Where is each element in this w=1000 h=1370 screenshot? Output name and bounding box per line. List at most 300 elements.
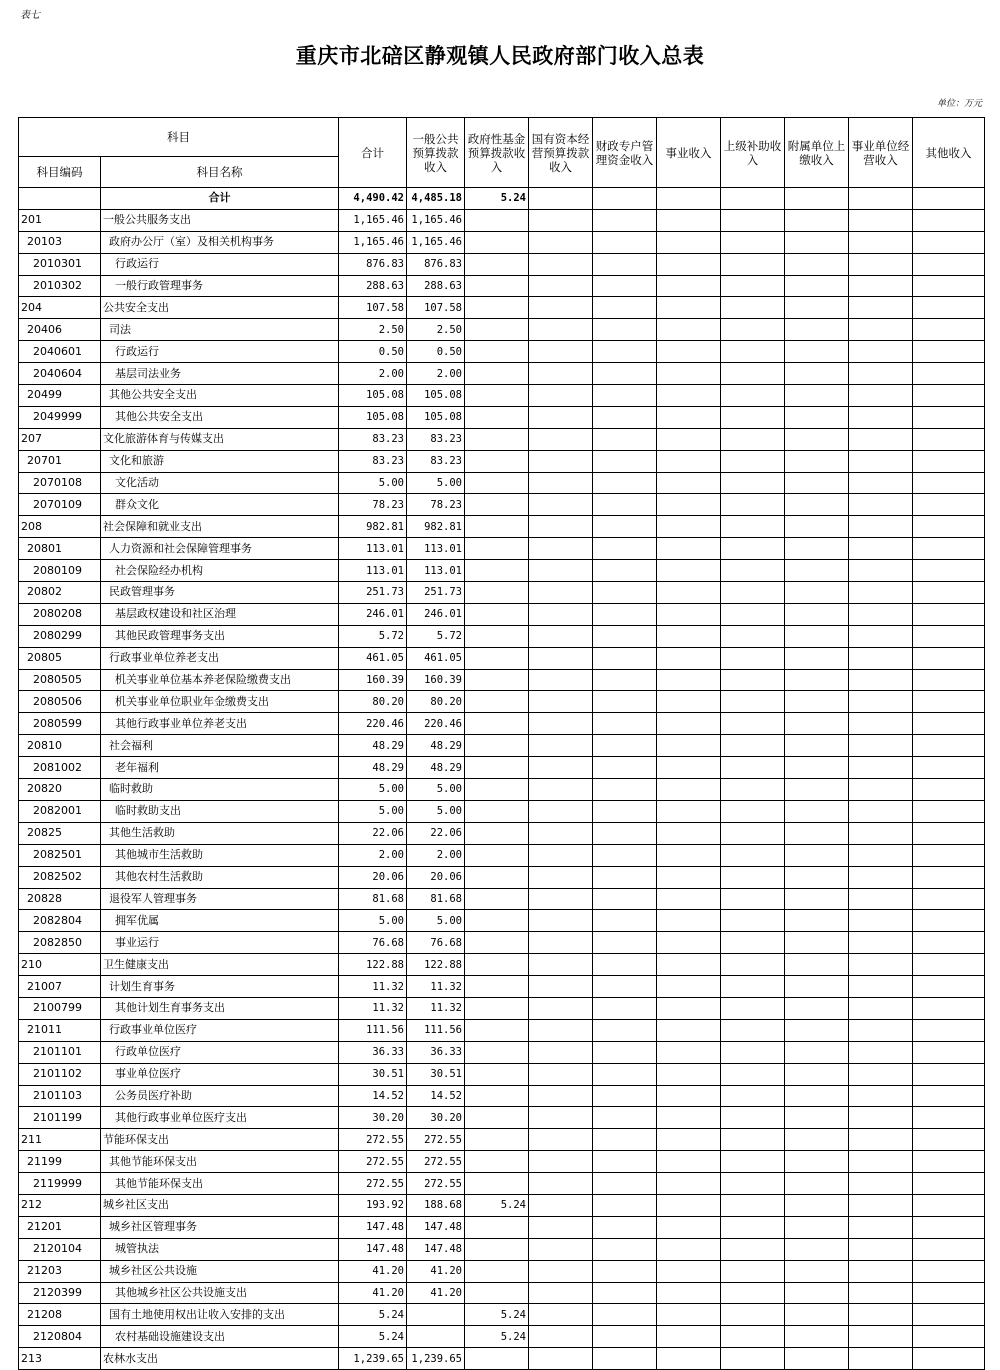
empty-cell (785, 450, 849, 472)
empty-cell (849, 209, 913, 231)
row-code: 2040601 (19, 341, 101, 363)
row-code: 21208 (19, 1304, 101, 1326)
empty-cell (785, 385, 849, 407)
row-fund (465, 1348, 529, 1370)
empty-cell (529, 1260, 593, 1282)
empty-cell (657, 275, 721, 297)
row-name: 城乡社区支出 (101, 1194, 339, 1216)
row-code: 2101102 (19, 1063, 101, 1085)
table-row (19, 757, 985, 779)
row-code: 2101103 (19, 1085, 101, 1107)
empty-cell (721, 209, 785, 231)
empty-cell (849, 1216, 913, 1238)
empty-cell (657, 1173, 721, 1195)
row-fund (465, 1019, 529, 1041)
row-general: 113.01 (407, 560, 465, 582)
row-fund: 5.24 (465, 1304, 529, 1326)
empty-cell (529, 822, 593, 844)
empty-cell (529, 494, 593, 516)
empty-cell (721, 910, 785, 932)
empty-cell (913, 1326, 985, 1348)
empty-cell (593, 363, 657, 385)
row-total: 1,239.65 (339, 1348, 407, 1370)
empty-cell (721, 1348, 785, 1370)
empty-cell (657, 385, 721, 407)
empty-cell (657, 1304, 721, 1326)
row-name: 节能环保支出 (101, 1129, 339, 1151)
empty-cell (721, 385, 785, 407)
table-row (19, 932, 985, 954)
table-row (19, 800, 985, 822)
table-row (19, 647, 985, 669)
row-name: 其他农村生活救助 (101, 866, 339, 888)
row-code: 2070109 (19, 494, 101, 516)
row-fund (465, 406, 529, 428)
empty-cell (913, 1260, 985, 1282)
empty-cell (593, 1151, 657, 1173)
table-row (19, 669, 985, 691)
empty-cell (529, 603, 593, 625)
table-row (19, 1260, 985, 1282)
table-row (19, 1216, 985, 1238)
row-name: 退役军人管理事务 (101, 888, 339, 910)
table-row (19, 1326, 985, 1348)
empty-cell (529, 1216, 593, 1238)
empty-cell (657, 976, 721, 998)
row-general: 80.20 (407, 691, 465, 713)
unit-label: 单位：万元 (936, 99, 982, 109)
empty-cell (913, 910, 985, 932)
row-fund (465, 1151, 529, 1173)
row-general: 5.00 (407, 800, 465, 822)
empty-cell (785, 1326, 849, 1348)
empty-cell (849, 1282, 913, 1304)
empty-cell (849, 494, 913, 516)
empty-cell (593, 231, 657, 253)
empty-cell (785, 910, 849, 932)
revenue-table (18, 117, 985, 1370)
empty-cell (721, 1173, 785, 1195)
empty-cell (657, 363, 721, 385)
row-general: 147.48 (407, 1216, 465, 1238)
header-col-superior-subsidy: 上级补助收入 (721, 118, 785, 188)
empty-cell (785, 713, 849, 735)
row-total: 461.05 (339, 647, 407, 669)
empty-cell (593, 1194, 657, 1216)
empty-cell (593, 1107, 657, 1129)
table-row (19, 1194, 985, 1216)
row-general: 1,165.46 (407, 209, 465, 231)
empty-cell (529, 888, 593, 910)
row-code: 207 (19, 428, 101, 450)
row-name: 社会福利 (101, 735, 339, 757)
empty-cell (785, 582, 849, 604)
row-name: 一般行政管理事务 (101, 275, 339, 297)
empty-cell (785, 538, 849, 560)
empty-cell (721, 341, 785, 363)
row-total: 14.52 (339, 1085, 407, 1107)
table-row (19, 713, 985, 735)
row-code: 2080208 (19, 603, 101, 625)
empty-cell (913, 428, 985, 450)
empty-cell (529, 800, 593, 822)
header-name: 科目名称 (101, 157, 339, 188)
empty-cell (593, 997, 657, 1019)
empty-cell (849, 691, 913, 713)
row-name: 其他城市生活救助 (101, 844, 339, 866)
empty-cell (849, 976, 913, 998)
row-fund (465, 1107, 529, 1129)
row-name: 农林水支出 (101, 1348, 339, 1370)
empty-cell (529, 1326, 593, 1348)
header-col-other: 其他收入 (913, 118, 985, 188)
row-name: 群众文化 (101, 494, 339, 516)
empty-cell (529, 1063, 593, 1085)
row-total: 147.48 (339, 1216, 407, 1238)
empty-cell (529, 1041, 593, 1063)
empty-cell (849, 275, 913, 297)
empty-cell (785, 954, 849, 976)
row-general: 982.81 (407, 516, 465, 538)
row-general: 876.83 (407, 253, 465, 275)
empty-cell (849, 538, 913, 560)
empty-cell (657, 1041, 721, 1063)
row-general (407, 1326, 465, 1348)
row-general: 41.20 (407, 1282, 465, 1304)
table-row (19, 910, 985, 932)
empty-cell (849, 406, 913, 428)
table-row (19, 253, 985, 275)
empty-cell (849, 428, 913, 450)
row-total: 288.63 (339, 275, 407, 297)
table-row (19, 1063, 985, 1085)
empty-cell (657, 1129, 721, 1151)
empty-cell (785, 603, 849, 625)
empty-cell (529, 1019, 593, 1041)
empty-cell (529, 341, 593, 363)
row-name: 临时救助 (101, 779, 339, 801)
row-code: 21011 (19, 1019, 101, 1041)
empty-cell (657, 1216, 721, 1238)
empty-cell (721, 428, 785, 450)
empty-cell (849, 910, 913, 932)
empty-cell (785, 297, 849, 319)
empty-cell (593, 910, 657, 932)
empty-cell (849, 560, 913, 582)
table-row (19, 428, 985, 450)
empty-cell (785, 1282, 849, 1304)
empty-cell (657, 647, 721, 669)
empty-cell (593, 1019, 657, 1041)
empty-cell (529, 735, 593, 757)
row-fund (465, 209, 529, 231)
row-total: 193.92 (339, 1194, 407, 1216)
row-code: 21199 (19, 1151, 101, 1173)
empty-cell (785, 1085, 849, 1107)
empty-cell (593, 1129, 657, 1151)
row-fund (465, 1129, 529, 1151)
row-name: 文化旅游体育与传媒支出 (101, 428, 339, 450)
row-code: 208 (19, 516, 101, 538)
row-total: 11.32 (339, 976, 407, 998)
header-col-general: 一般公共预算拨款收入 (407, 118, 465, 188)
empty-cell (913, 253, 985, 275)
row-general: 11.32 (407, 976, 465, 998)
empty-cell (721, 319, 785, 341)
row-code: 2082502 (19, 866, 101, 888)
row-fund (465, 691, 529, 713)
row-fund (465, 757, 529, 779)
empty-cell (721, 1151, 785, 1173)
empty-cell (785, 647, 849, 669)
header-col-operating: 事业单位经营收入 (849, 118, 913, 188)
page-title: 重庆市北碚区静观镇人民政府部门收入总表 (295, 43, 705, 68)
row-total: 105.08 (339, 406, 407, 428)
empty-cell (849, 363, 913, 385)
row-total: 982.81 (339, 516, 407, 538)
empty-cell (785, 669, 849, 691)
empty-cell (721, 1129, 785, 1151)
row-total: 5.00 (339, 910, 407, 932)
empty-cell (657, 932, 721, 954)
empty-cell (593, 713, 657, 735)
empty-cell (593, 319, 657, 341)
row-total: 5.24 (339, 1304, 407, 1326)
empty-cell (721, 713, 785, 735)
empty-cell (593, 560, 657, 582)
row-fund (465, 932, 529, 954)
empty-cell (721, 625, 785, 647)
empty-cell (849, 231, 913, 253)
row-code: 2101199 (19, 1107, 101, 1129)
row-fund (465, 560, 529, 582)
row-fund (465, 713, 529, 735)
row-code: 2080506 (19, 691, 101, 713)
empty-cell (657, 319, 721, 341)
row-general: 5.00 (407, 472, 465, 494)
row-general: 2.50 (407, 319, 465, 341)
total-row (19, 188, 985, 210)
empty-cell (721, 669, 785, 691)
empty-cell (657, 713, 721, 735)
empty-cell (529, 1151, 593, 1173)
table-row (19, 1085, 985, 1107)
empty-cell (593, 757, 657, 779)
empty-cell (849, 1019, 913, 1041)
empty-cell (785, 1260, 849, 1282)
empty-cell (913, 954, 985, 976)
row-name: 城乡社区公共设施 (101, 1260, 339, 1282)
empty-cell (593, 888, 657, 910)
table-row (19, 341, 985, 363)
empty-cell (913, 341, 985, 363)
empty-cell (593, 516, 657, 538)
empty-cell (785, 231, 849, 253)
row-code: 201 (19, 209, 101, 231)
table-row (19, 625, 985, 647)
row-code: 2082501 (19, 844, 101, 866)
empty-cell (721, 976, 785, 998)
row-general: 272.55 (407, 1173, 465, 1195)
table-row (19, 385, 985, 407)
empty-cell (721, 932, 785, 954)
empty-cell (529, 450, 593, 472)
empty-cell (913, 1173, 985, 1195)
empty-cell (785, 1107, 849, 1129)
empty-cell (657, 428, 721, 450)
empty-cell (529, 319, 593, 341)
empty-cell (849, 932, 913, 954)
empty-cell (721, 494, 785, 516)
empty-cell (657, 1326, 721, 1348)
empty-cell (785, 428, 849, 450)
row-general: 2.00 (407, 844, 465, 866)
empty-cell (529, 866, 593, 888)
empty-cell (849, 1326, 913, 1348)
empty-cell (913, 888, 985, 910)
empty-cell (593, 822, 657, 844)
empty-cell (785, 997, 849, 1019)
row-name: 事业运行 (101, 932, 339, 954)
empty-cell (721, 363, 785, 385)
row-total: 246.01 (339, 603, 407, 625)
table-row (19, 844, 985, 866)
empty-cell (657, 1107, 721, 1129)
empty-cell (913, 406, 985, 428)
empty-cell (721, 516, 785, 538)
empty-cell (593, 844, 657, 866)
empty-cell (913, 560, 985, 582)
empty-cell (593, 582, 657, 604)
empty-cell (721, 691, 785, 713)
table-row (19, 997, 985, 1019)
empty-cell (913, 800, 985, 822)
empty-cell (721, 603, 785, 625)
empty-cell (913, 1348, 985, 1370)
empty-cell (785, 1238, 849, 1260)
table-row (19, 472, 985, 494)
empty-cell (593, 275, 657, 297)
empty-cell (913, 1194, 985, 1216)
empty-cell (593, 428, 657, 450)
empty-cell (721, 297, 785, 319)
row-general: 107.58 (407, 297, 465, 319)
empty-cell (849, 757, 913, 779)
empty-cell (657, 910, 721, 932)
row-fund (465, 997, 529, 1019)
header-col-fund: 政府性基金预算拨款收入 (465, 118, 529, 188)
empty-cell (657, 800, 721, 822)
empty-cell (913, 209, 985, 231)
empty-cell (913, 735, 985, 757)
empty-cell (721, 800, 785, 822)
row-fund (465, 625, 529, 647)
empty-cell (721, 822, 785, 844)
empty-cell (529, 1282, 593, 1304)
row-code: 20406 (19, 319, 101, 341)
empty-cell (785, 341, 849, 363)
row-code: 2010301 (19, 253, 101, 275)
empty-cell (849, 341, 913, 363)
row-code: 20802 (19, 582, 101, 604)
row-name: 文化和旅游 (101, 450, 339, 472)
header-col-special-account: 财政专户管理资金收入 (593, 118, 657, 188)
empty-cell (721, 1063, 785, 1085)
empty-cell (529, 1129, 593, 1151)
empty-cell (913, 1238, 985, 1260)
empty-cell (721, 1194, 785, 1216)
row-fund (465, 363, 529, 385)
empty-cell (785, 1194, 849, 1216)
row-name: 其他计划生育事务支出 (101, 997, 339, 1019)
row-general: 78.23 (407, 494, 465, 516)
empty-cell (593, 1348, 657, 1370)
empty-cell (913, 603, 985, 625)
row-total: 122.88 (339, 954, 407, 976)
row-name: 其他公共安全支出 (101, 385, 339, 407)
empty-cell (913, 538, 985, 560)
row-total: 30.51 (339, 1063, 407, 1085)
row-total: 111.56 (339, 1019, 407, 1041)
row-general: 113.01 (407, 538, 465, 560)
row-name: 其他民政管理事务支出 (101, 625, 339, 647)
empty-cell (657, 888, 721, 910)
table-row (19, 1041, 985, 1063)
empty-cell (849, 603, 913, 625)
empty-cell (529, 538, 593, 560)
empty-cell (849, 1194, 913, 1216)
empty-cell (913, 1216, 985, 1238)
empty-cell (785, 363, 849, 385)
empty-cell (785, 800, 849, 822)
table-row (19, 1173, 985, 1195)
empty-cell (913, 844, 985, 866)
row-code: 2080299 (19, 625, 101, 647)
empty-cell (849, 1173, 913, 1195)
empty-cell (785, 1173, 849, 1195)
empty-cell (657, 582, 721, 604)
row-total: 272.55 (339, 1151, 407, 1173)
empty-cell (657, 779, 721, 801)
table-row (19, 1348, 985, 1370)
row-code: 2120804 (19, 1326, 101, 1348)
empty-cell (849, 735, 913, 757)
empty-cell (593, 385, 657, 407)
empty-cell (529, 516, 593, 538)
row-code: 210 (19, 954, 101, 976)
row-general: 81.68 (407, 888, 465, 910)
row-fund (465, 1260, 529, 1282)
row-name: 卫生健康支出 (101, 954, 339, 976)
row-fund (465, 647, 529, 669)
row-name: 社会保障和就业支出 (101, 516, 339, 538)
empty-cell (913, 713, 985, 735)
table-row (19, 1151, 985, 1173)
empty-cell (849, 582, 913, 604)
row-general: 0.50 (407, 341, 465, 363)
empty-cell (849, 516, 913, 538)
empty-cell (657, 450, 721, 472)
empty-cell (593, 866, 657, 888)
row-general: 76.68 (407, 932, 465, 954)
empty-cell (849, 1063, 913, 1085)
empty-cell (849, 297, 913, 319)
table-row (19, 954, 985, 976)
empty-cell (529, 1107, 593, 1129)
empty-cell (593, 472, 657, 494)
row-general: 5.00 (407, 779, 465, 801)
row-code: 2080599 (19, 713, 101, 735)
